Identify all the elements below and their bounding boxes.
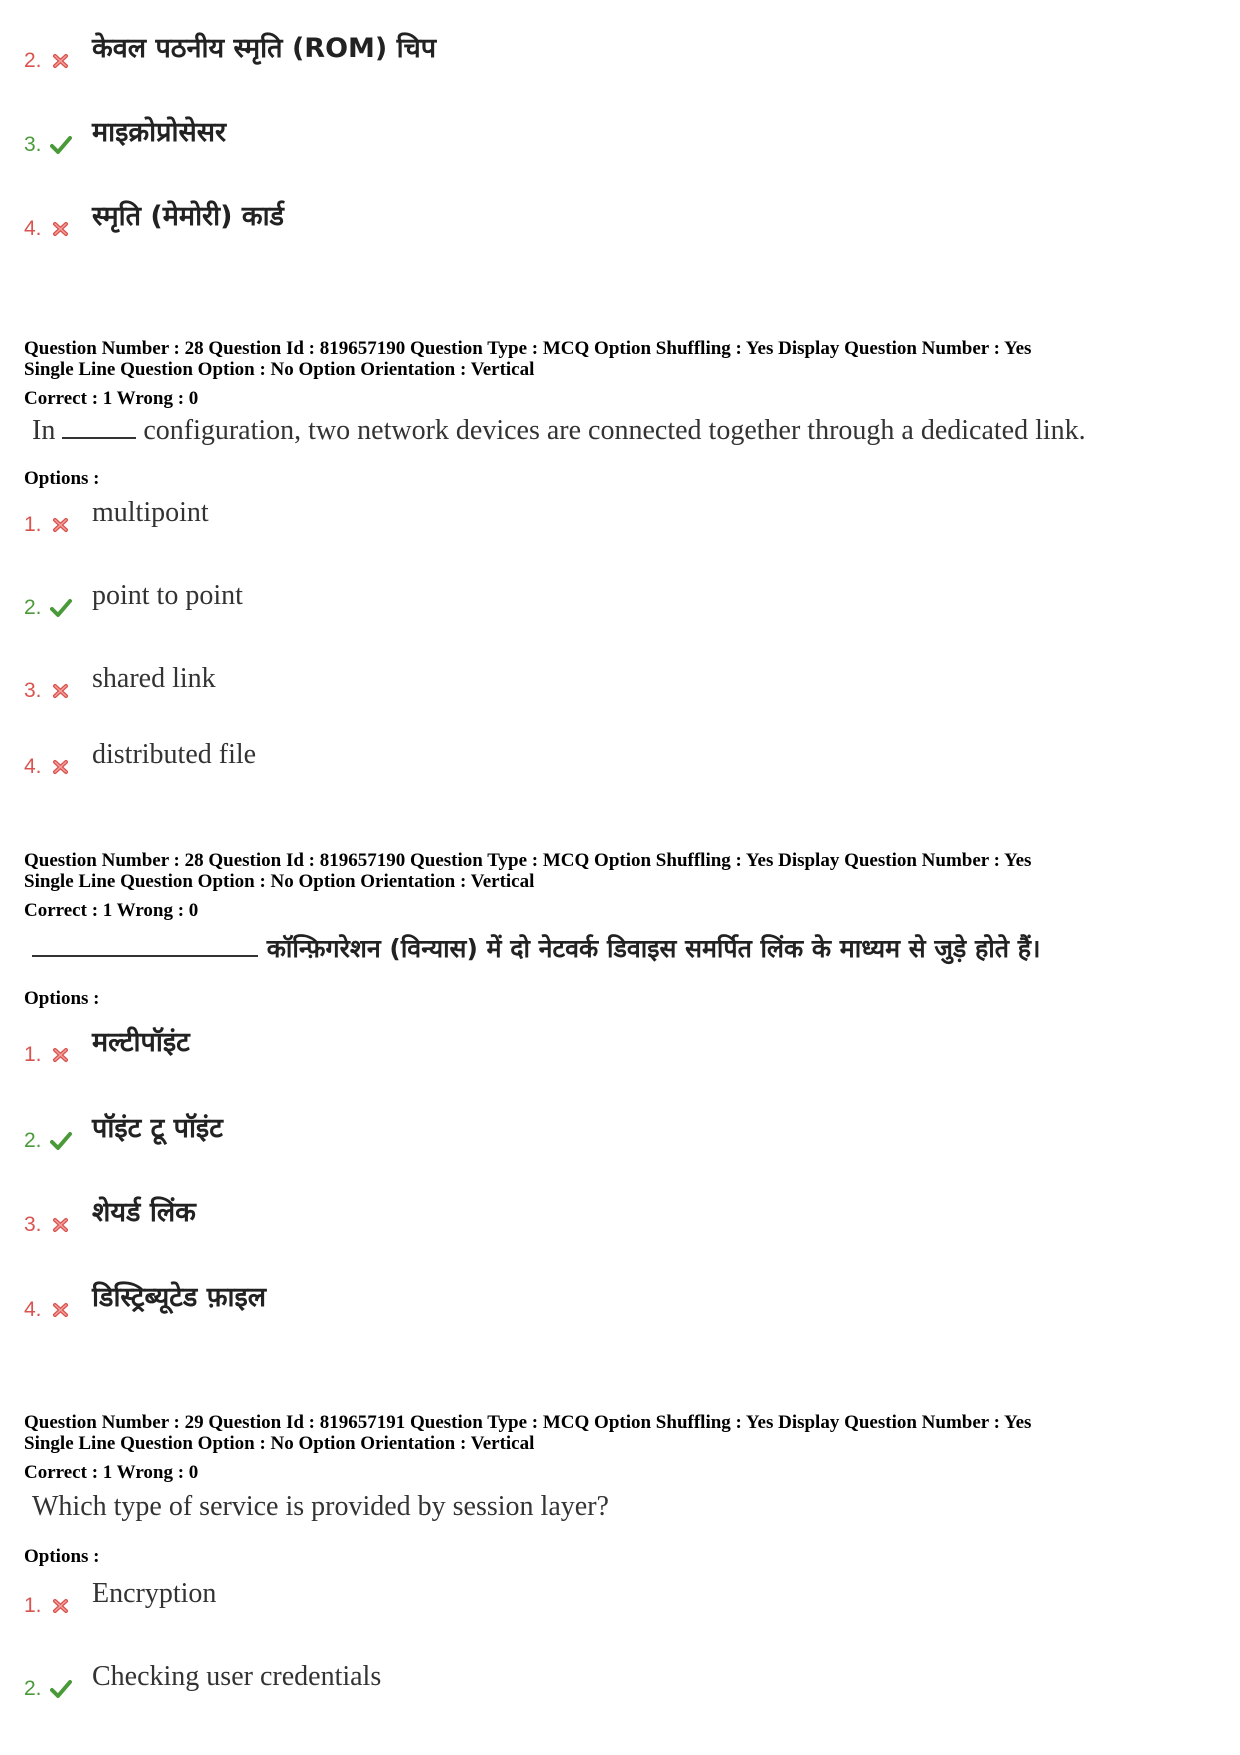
option-number: 3. <box>24 133 42 156</box>
option-number: 4. <box>24 1298 42 1321</box>
option-item <box>24 738 1124 778</box>
cross-icon <box>50 756 72 778</box>
option-item <box>24 496 1124 536</box>
option-item <box>24 1577 1124 1617</box>
option-text: distributed file <box>92 739 257 770</box>
option-item <box>24 1281 1124 1321</box>
checkmark-icon <box>50 134 72 156</box>
option-text: shared link <box>92 663 216 694</box>
options-label: Options : <box>24 468 100 489</box>
option-item <box>24 116 1124 156</box>
cross-icon <box>50 50 72 72</box>
question-meta-options: Single Line Question Option : No Option Orientation : Vertical <box>24 359 535 380</box>
question-marks: Correct : 1 Wrong : 0 <box>24 900 199 921</box>
question-text-before: In <box>32 415 56 446</box>
question-meta-options: Single Line Question Option : No Option Orientation : Vertical <box>24 1433 535 1454</box>
option-number: 3. <box>24 679 42 702</box>
option-text: डिस्ट्रिब्यूटेड फ़ाइल <box>92 1282 267 1313</box>
question-meta: Question Number : 29 Question Id : 819657191 Question Type : MCQ Option Shuffling : Yes Display Question Number : Yes <box>24 1412 1032 1433</box>
option-number: 1. <box>24 1043 42 1066</box>
checkmark-icon <box>50 597 72 619</box>
option-number: 4. <box>24 217 42 240</box>
option-number: 1. <box>24 513 42 536</box>
option-text: पॉइंट टू पॉइंट <box>92 1113 223 1144</box>
option-number: 3. <box>24 1213 42 1236</box>
question-meta: Question Number : 28 Question Id : 819657190 Question Type : MCQ Option Shuffling : Yes Display Question Number : Yes <box>24 338 1032 359</box>
option-number: 1. <box>24 1594 42 1617</box>
question-text-after: configuration, two network devices are connected together through a dedicated link. <box>143 415 1086 446</box>
option-text: केवल पठनीय स्मृति (ROM) चिप <box>92 33 437 64</box>
option-text: point to point <box>92 580 243 611</box>
question-text <box>32 932 1040 966</box>
option-item <box>24 662 1124 702</box>
answer-blank <box>62 436 136 439</box>
option-item <box>24 1660 1124 1700</box>
option-text: Encryption <box>92 1578 217 1609</box>
question-marks: Correct : 1 Wrong : 0 <box>24 388 199 409</box>
cross-icon <box>50 680 72 702</box>
option-text: स्मृति (मेमोरी) कार्ड <box>92 201 285 232</box>
option-number: 4. <box>24 755 42 778</box>
options-label: Options : <box>24 1546 100 1567</box>
option-text: Checking user credentials <box>92 1661 382 1692</box>
option-text: मल्टीपॉइंट <box>92 1027 190 1058</box>
cross-icon <box>50 1044 72 1066</box>
question-marks: Correct : 1 Wrong : 0 <box>24 1462 199 1483</box>
question-meta-options: Single Line Question Option : No Option Orientation : Vertical <box>24 871 535 892</box>
checkmark-icon <box>50 1130 72 1152</box>
option-text: शेयर्ड लिंक <box>92 1197 196 1228</box>
cross-icon <box>50 1214 72 1236</box>
question-text-after: कॉन्फ़िगरेशन (विन्यास) में दो नेटवर्क डिवाइस समर्पित लिंक के माध्यम से जुड़े होते हैं। <box>266 934 1041 963</box>
option-number: 2. <box>24 596 42 619</box>
answer-blank <box>32 954 258 957</box>
option-item <box>24 32 1124 72</box>
cross-icon <box>50 1595 72 1617</box>
question-text <box>32 414 1086 448</box>
cross-icon <box>50 514 72 536</box>
option-number: 2. <box>24 49 42 72</box>
question-meta: Question Number : 28 Question Id : 819657190 Question Type : MCQ Option Shuffling : Yes Display Question Number : Yes <box>24 850 1032 871</box>
cross-icon <box>50 1299 72 1321</box>
checkmark-icon <box>50 1678 72 1700</box>
cross-icon <box>50 218 72 240</box>
option-text: multipoint <box>92 497 209 528</box>
question-text: Which type of service is provided by session layer? <box>32 1491 609 1522</box>
option-number: 2. <box>24 1677 42 1700</box>
option-item <box>24 579 1124 619</box>
option-item <box>24 1112 1124 1152</box>
option-number: 2. <box>24 1129 42 1152</box>
option-item <box>24 200 1124 240</box>
option-item <box>24 1026 1124 1066</box>
option-text: माइक्रोप्रोसेसर <box>92 117 227 148</box>
options-label: Options : <box>24 988 100 1009</box>
option-item <box>24 1196 1124 1236</box>
